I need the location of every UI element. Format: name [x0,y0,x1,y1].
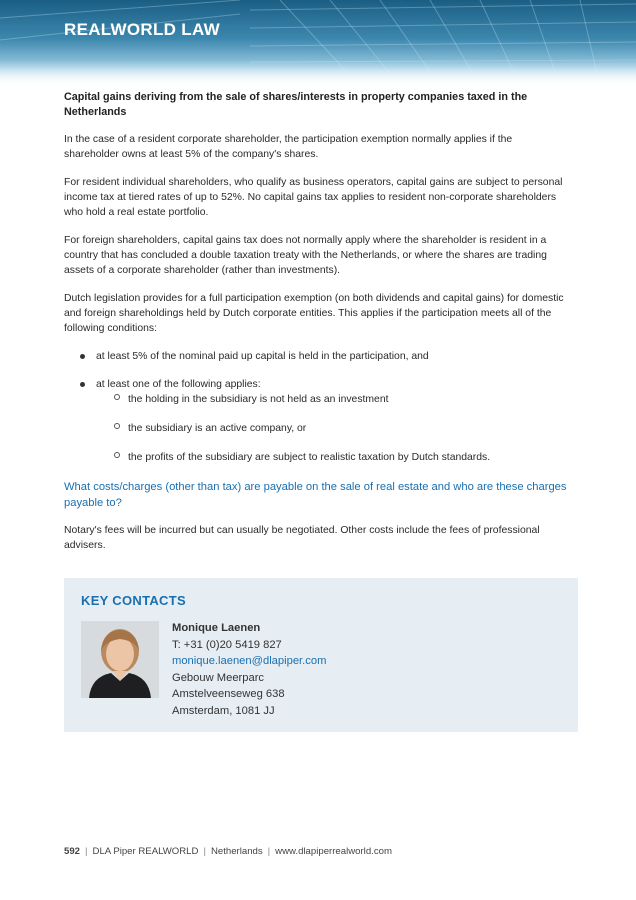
contact-details [172,620,326,719]
paragraph: In the case of a resident corporate shareholder, the participation exemption normally applies if the shareholder owns at least 5% of the company's shares. [64,134,513,160]
contact-address-line: Gebouw Meerparc [172,671,265,684]
footer-separator: | [85,846,88,857]
faq-answer: Notary's fees will be incurred but can usually be negotiated. Other costs include the fees of professional advisers. [64,525,540,551]
sub-list-item: the profits of the subsidiary are subject to realistic taxation by Dutch standards. [96,450,569,465]
footer-separator: | [267,846,271,857]
header-banner [0,0,636,86]
contact-address-line: Amsterdam, 1081 JJ [172,704,275,717]
sub-list-item: the subsidiary is an active company, or [96,421,569,436]
footer-brand: DLA Piper REALWORLD [92,846,199,857]
key-contacts-panel [64,578,578,732]
list-item [64,377,569,465]
banner-title: REALWORLD LAW [64,20,220,39]
contact-phone: T: +31 (0)20 5419 827 [172,638,282,651]
footer-country: Netherlands [210,846,263,857]
footer-separator: | [203,846,206,857]
page-number: 592 [64,846,81,857]
building-facade-graphic [0,0,636,86]
conditions-list [64,349,569,465]
sub-list-item: the holding in the subsidiary is not held as an investment [96,392,569,407]
list-item-text: at least one of the following applies: [96,379,261,390]
contact-name: Monique Laenen [172,622,261,634]
list-item-text: at least 5% of the nominal paid up capital is held in the participation, and [96,351,429,362]
contact-email-link[interactable]: monique.laenen@dlapiper.com [172,655,327,667]
key-contacts-title: KEY CONTACTS [81,593,186,608]
faq-question: What costs/charges (other than tax) are payable on the sale of real estate and who are these charges payable to? [64,481,567,509]
paragraph: Dutch legislation provides for a full participation exemption (on both dividends and capital gains) for domestic and foreign shareholdings held by Dutch corporate entities. This applies if the participation meets all of the following conditions: [64,293,564,334]
sub-conditions-list [96,392,569,465]
footer-url-link[interactable]: www.dlapiperrealworld.com [275,846,392,857]
list-item [64,349,569,364]
paragraph: For foreign shareholders, capital gains tax does not normally apply where the shareholder is resident in a country that has concluded a double taxation treaty with the Netherlands, or where the shares are trading assets of a corporate shareholder (rather than investments). [64,235,547,276]
page-footer [64,846,392,857]
section-heading: Capital gains deriving from the sale of shares/interests in property companies taxed in the Netherlands [64,91,528,118]
main-content [64,90,569,566]
contact-photo [81,621,159,698]
contact-address-line: Amstelveenseweg 638 [172,688,285,700]
paragraph: For resident individual shareholders, who qualify as business operators, capital gains are subject to personal income tax at tiered rates of up to 52%. No capital gains tax applies to resident non-corporate shareholders who hold a real estate portfolio. [64,177,563,218]
